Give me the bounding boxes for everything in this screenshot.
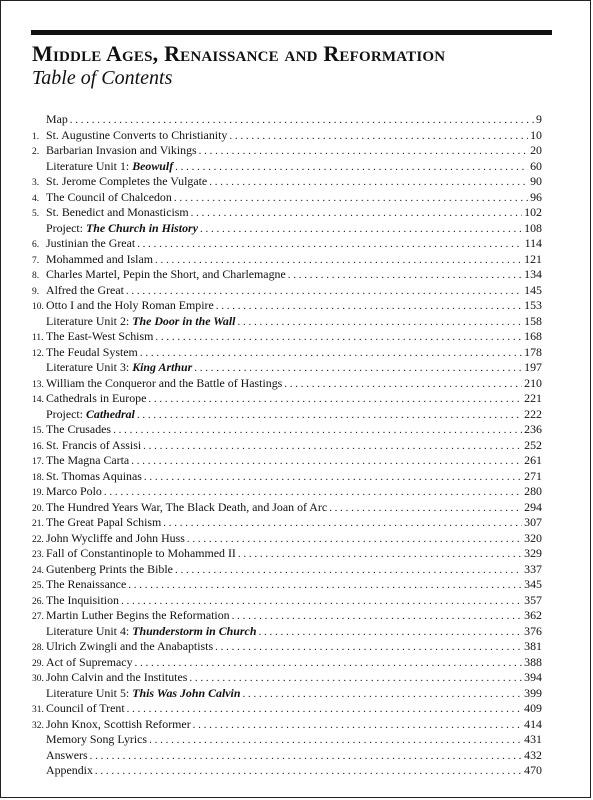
toc-entry (32, 732, 542, 748)
toc-entry-title (46, 174, 207, 190)
toc-entry-number: 16. (32, 441, 44, 452)
toc-entry-title-text: The Feudal System (46, 344, 138, 359)
toc-entry-page-number: 329 (524, 546, 542, 560)
toc-entry-title (46, 562, 173, 578)
toc-entry-page-number: 222 (524, 406, 542, 421)
toc-entry-title (46, 701, 125, 717)
toc-entry-title-text: The Council of Chalcedon (46, 189, 172, 204)
toc-entry-title-text: The Inquisition (46, 592, 119, 607)
toc-entry-title (46, 717, 191, 733)
dot-leader (155, 330, 522, 345)
toc-entry-title-text: Fall of Constantinople to Mohammed II (46, 546, 236, 560)
toc-entry-title (46, 391, 146, 407)
dot-leader (194, 361, 522, 376)
toc-entry-page-number: 414 (524, 716, 542, 731)
dot-leader (329, 501, 522, 516)
toc-entry-title (46, 329, 153, 345)
toc-entry-page-number: 90 (530, 174, 542, 188)
toc-entry-page-number: 280 (524, 484, 542, 498)
toc-entry-page-number: 114 (524, 236, 542, 250)
toc-entry (32, 453, 542, 469)
toc-entry-work-title: Beowulf (132, 158, 174, 173)
toc-entry (32, 577, 542, 593)
toc-entry (32, 345, 542, 361)
toc-entry-title-text: Literature Unit 2: (46, 313, 133, 328)
toc-entry-title (46, 422, 111, 438)
toc-entry-page-number: 470 (524, 763, 542, 777)
toc-entry-title (46, 531, 185, 547)
table-of-contents (32, 112, 542, 779)
dot-leader (131, 454, 522, 469)
dot-leader (104, 485, 522, 500)
dot-leader (149, 733, 522, 748)
toc-entry-title (46, 732, 147, 748)
toc-entry-title (46, 453, 129, 469)
toc-entry (32, 531, 542, 547)
toc-entry-page-number: 158 (524, 313, 542, 328)
toc-entry-title-text: The Renaissance (46, 577, 127, 591)
dot-leader (189, 671, 522, 686)
toc-entry-title-text: Act of Supremacy (46, 654, 133, 669)
toc-entry (32, 143, 542, 159)
toc-entry-number: 10. (32, 302, 44, 312)
toc-entry-number: 26. (32, 596, 44, 607)
toc-entry-page-number: 388 (524, 654, 542, 669)
toc-entry-number: 22. (32, 534, 44, 545)
dot-leader (137, 408, 522, 423)
toc-entry-page-number: 178 (524, 344, 542, 359)
dot-leader (238, 547, 522, 562)
toc-entry-number: 21. (32, 519, 44, 529)
toc-entry (32, 639, 542, 655)
toc-entry-number: 15. (32, 426, 44, 436)
toc-entry (32, 686, 542, 702)
dot-leader (199, 144, 528, 159)
toc-entry-title-text: Alfred the Great (46, 282, 124, 297)
dot-leader (215, 640, 522, 655)
toc-entry-number: 19. (32, 488, 44, 498)
toc-entry-number: 1. (32, 131, 40, 142)
page-title: Middle Ages, Renaissance and Reformation (32, 41, 446, 66)
toc-entry-title-text: The East-West Schism (46, 329, 154, 343)
toc-entry (32, 283, 542, 299)
toc-entry-number: 31. (32, 705, 44, 715)
toc-entry-page-number: 197 (524, 360, 542, 374)
toc-entry-number: 25. (32, 581, 44, 591)
toc-entry-page-number: 294 (524, 499, 542, 514)
toc-entry (32, 190, 542, 206)
dot-leader (127, 702, 523, 717)
toc-entry-title (46, 190, 172, 206)
toc-entry-number: 28. (32, 643, 44, 653)
toc-entry-title-text: Barbarian Invasion and Vikings (46, 143, 197, 157)
toc-entry-page-number: 261 (524, 453, 542, 467)
toc-entry-page-number: 376 (524, 623, 542, 638)
toc-entry-title (46, 267, 286, 283)
toc-entry (32, 422, 542, 438)
toc-entry (32, 546, 542, 562)
dot-leader (258, 625, 522, 640)
toc-entry-title-text: Council of Trent (46, 701, 125, 715)
toc-entry (32, 174, 542, 190)
dot-leader (175, 160, 528, 175)
toc-entry-work-title: Cathedral (85, 406, 135, 421)
toc-entry-number: 9. (32, 286, 40, 297)
toc-entry (32, 314, 542, 330)
toc-entry-number: 3. (32, 178, 40, 188)
toc-entry-title-text: Project: (46, 406, 86, 421)
toc-entry-title (46, 624, 256, 640)
toc-entry-title-text: Gutenberg Prints the Bible (46, 561, 173, 576)
toc-entry-page-number: 345 (524, 577, 542, 591)
toc-entry-title-text: St. Jerome Completes the Vulgate (46, 174, 208, 188)
toc-entry-title (46, 438, 141, 454)
toc-entry (32, 329, 542, 345)
toc-entry-title (46, 314, 235, 330)
toc-entry-page-number: 145 (524, 282, 542, 297)
toc-entry-title-text: Marco Polo (46, 484, 102, 498)
toc-entry (32, 221, 542, 237)
toc-entry (32, 562, 542, 578)
toc-entry-number: 14. (32, 395, 44, 405)
toc-entry (32, 670, 542, 686)
toc-entry-title-text: St. Benedict and Monasticism (46, 205, 189, 219)
toc-entry-page-number: 9 (536, 112, 542, 126)
toc-entry (32, 376, 542, 392)
toc-entry-page-number: 271 (524, 468, 542, 483)
toc-entry-title (46, 298, 214, 314)
toc-entry-title-text: Memory Song Lyrics (46, 732, 148, 746)
dot-leader (140, 346, 522, 361)
toc-entry-page-number: 357 (524, 592, 542, 607)
toc-entry-title-text: Map (46, 112, 68, 126)
toc-entry (32, 360, 542, 376)
toc-entry-page-number: 431 (524, 732, 542, 746)
toc-entry-title (46, 128, 227, 144)
toc-entry-title (46, 748, 88, 764)
toc-entry-title-text: The Great Papal Schism (46, 515, 162, 529)
toc-entry-page-number: 96 (530, 189, 542, 204)
dot-leader (137, 237, 522, 252)
toc-entry-title (46, 221, 198, 237)
toc-entry-page-number: 236 (524, 422, 542, 436)
toc-entry (32, 407, 542, 423)
toc-entry-title-text: The Hundred Years War, The Black Death, and Joan of Arc (46, 499, 328, 514)
toc-entry-title-text: St. Thomas Aquinas (46, 468, 142, 483)
toc-entry-title (46, 205, 189, 221)
dot-leader (191, 206, 522, 221)
dot-leader (143, 439, 522, 454)
dot-leader (90, 749, 523, 764)
toc-entry-title-text: Cathedrals in Europe (46, 391, 147, 405)
toc-entry (32, 484, 542, 500)
dot-leader (155, 253, 522, 268)
toc-entry-page-number: 20 (530, 143, 542, 157)
toc-entry-number: 17. (32, 457, 44, 467)
toc-entry-title (46, 112, 68, 128)
toc-entry-number: 11. (32, 333, 44, 343)
toc-entry (32, 655, 542, 671)
toc-entry-page-number: 168 (524, 329, 542, 343)
toc-entry-page-number: 432 (524, 747, 542, 762)
dot-leader (237, 315, 522, 330)
toc-entry (32, 624, 542, 640)
toc-entry-number: 18. (32, 472, 44, 483)
toc-entry-title (46, 593, 119, 609)
toc-entry (32, 500, 542, 516)
toc-entry-title-text: St. Augustine Converts to Christianity (46, 127, 228, 142)
toc-entry-title (46, 608, 230, 624)
toc-entry-page-number: 362 (524, 608, 542, 622)
toc-entry-number: 7. (32, 255, 40, 266)
toc-entry-title-text: Literature Unit 4: (46, 623, 133, 638)
toc-entry-title-text: John Wycliffe and John Huss (46, 530, 185, 545)
toc-entry-title (46, 159, 173, 175)
toc-entry-title-text: Literature Unit 1: (46, 158, 133, 173)
toc-entry-page-number: 399 (524, 685, 542, 700)
toc-entry (32, 236, 542, 252)
toc-entry (32, 252, 542, 268)
toc-entry-title (46, 360, 192, 376)
dot-leader (126, 284, 522, 299)
toc-entry-page-number: 409 (524, 701, 542, 715)
toc-entry-title (46, 252, 153, 268)
dot-leader (209, 175, 528, 190)
toc-entry (32, 763, 542, 779)
toc-entry-title (46, 407, 135, 423)
dot-leader (174, 191, 528, 206)
toc-entry-number: 29. (32, 658, 44, 669)
toc-entry-title (46, 763, 93, 779)
toc-entry (32, 717, 542, 733)
toc-entry-title (46, 686, 240, 702)
toc-entry (32, 469, 542, 485)
toc-entry (32, 748, 542, 764)
toc-entry-title (46, 670, 187, 686)
toc-entry (32, 128, 542, 144)
toc-entry-title (46, 345, 138, 361)
toc-entry-number: 32. (32, 720, 44, 731)
toc-entry-page-number: 381 (524, 639, 542, 653)
toc-entry-work-title: The Door in the Wall (132, 313, 236, 328)
toc-entry-title-text: Mohammed and Islam (46, 251, 153, 266)
toc-entry (32, 159, 542, 175)
toc-entry-page-number: 337 (524, 561, 542, 576)
toc-entry-title (46, 500, 327, 516)
dot-leader (113, 423, 522, 438)
toc-entry-number: 2. (32, 147, 40, 157)
toc-entry-title-text: Literature Unit 5: (46, 685, 133, 700)
dot-leader (187, 532, 522, 547)
toc-entry (32, 608, 542, 624)
toc-entry-page-number: 394 (524, 670, 542, 684)
toc-entry-number: 5. (32, 209, 40, 219)
toc-entry-title (46, 236, 135, 252)
toc-entry-page-number: 108 (524, 220, 542, 235)
toc-entry-page-number: 307 (524, 515, 542, 529)
toc-entry-number: 24. (32, 565, 44, 576)
dot-leader (95, 764, 522, 779)
toc-entry-title (46, 143, 197, 159)
toc-entry-number: 20. (32, 503, 44, 514)
dot-leader (288, 268, 522, 283)
toc-entry-work-title: King Arthur (132, 360, 193, 374)
toc-entry-title-text: Ulrich Zwingli and the Anabaptists (46, 639, 214, 653)
toc-entry (32, 701, 542, 717)
toc-entry (32, 112, 542, 128)
toc-entry-title-text: Project: (46, 220, 86, 235)
dot-leader (193, 718, 523, 733)
toc-entry-title-text: Martin Luther Begins the Reformation (46, 608, 230, 622)
toc-entry-title (46, 655, 133, 671)
dot-leader (229, 129, 528, 144)
dot-leader (175, 563, 522, 578)
toc-entry-page-number: 102 (524, 205, 542, 219)
toc-entry-title-text: Appendix (46, 763, 93, 777)
toc-entry-title-text: Literature Unit 3: (46, 360, 133, 374)
toc-entry-number: 30. (32, 674, 44, 684)
toc-entry (32, 298, 542, 314)
toc-entry (32, 205, 542, 221)
toc-entry-page-number: 153 (524, 298, 542, 312)
dot-leader (144, 470, 522, 485)
toc-entry-work-title: This Was John Calvin (132, 685, 241, 700)
dot-leader (242, 687, 522, 702)
toc-entry-page-number: 10 (530, 127, 542, 142)
toc-entry-page-number: 121 (524, 251, 542, 266)
toc-entry-number: 23. (32, 550, 44, 560)
toc-entry-title (46, 546, 236, 562)
dot-leader (128, 578, 522, 593)
toc-entry-title-text: Justinian the Great (46, 236, 136, 250)
toc-entry-title-text: The Crusades (46, 422, 112, 436)
dot-leader (200, 222, 522, 237)
toc-entry-title-text: William the Conqueror and the Battle of Hastings (46, 375, 283, 390)
toc-entry-page-number: 60 (530, 158, 542, 173)
dot-leader (70, 113, 534, 128)
dot-leader (148, 392, 522, 407)
toc-entry-title-text: John Knox, Scottish Reformer (46, 716, 191, 731)
toc-entry-title (46, 515, 161, 531)
toc-entry-work-title: Thunderstorm in Church (132, 623, 257, 638)
toc-entry (32, 391, 542, 407)
toc-entry-number: 12. (32, 348, 44, 359)
dot-leader (163, 516, 522, 531)
toc-entry-number: 6. (32, 240, 40, 250)
toc-entry-title-text: Answers (46, 747, 88, 762)
toc-entry-title-text: Otto I and the Holy Roman Empire (46, 298, 214, 312)
toc-entry (32, 438, 542, 454)
toc-entry (32, 267, 542, 283)
toc-entry (32, 593, 542, 609)
page-subtitle: Table of Contents (32, 67, 173, 89)
toc-entry-work-title: The Church in History (85, 220, 198, 235)
toc-entry-page-number: 134 (524, 267, 542, 281)
toc-entry-title (46, 469, 142, 485)
toc-entry-number: 4. (32, 193, 40, 204)
toc-entry-page-number: 210 (524, 375, 542, 390)
toc-entry-title (46, 484, 102, 500)
toc-entry-title-text: Charles Martel, Pepin the Short, and Charlemagne (46, 267, 286, 281)
toc-entry-title (46, 283, 124, 299)
toc-entry (32, 515, 542, 531)
toc-entry-number: 8. (32, 271, 40, 281)
toc-entry-title (46, 376, 282, 392)
toc-entry-number: 13. (32, 379, 44, 390)
toc-entry-title (46, 639, 213, 655)
dot-leader (216, 299, 522, 314)
toc-entry-title-text: The Magna Carta (46, 453, 130, 467)
dot-leader (232, 609, 523, 624)
toc-entry-page-number: 252 (524, 437, 542, 452)
toc-entry-number: 27. (32, 612, 44, 622)
toc-entry-title-text: St. Francis of Assisi (46, 437, 142, 452)
toc-entry-page-number: 221 (524, 391, 542, 405)
dot-leader (135, 656, 523, 671)
toc-entry-page-number: 320 (524, 530, 542, 545)
toc-entry-title-text: John Calvin and the Institutes (46, 670, 188, 684)
dot-leader (284, 377, 522, 392)
top-rule (31, 30, 552, 35)
toc-entry-title (46, 577, 126, 593)
dot-leader (121, 594, 522, 609)
